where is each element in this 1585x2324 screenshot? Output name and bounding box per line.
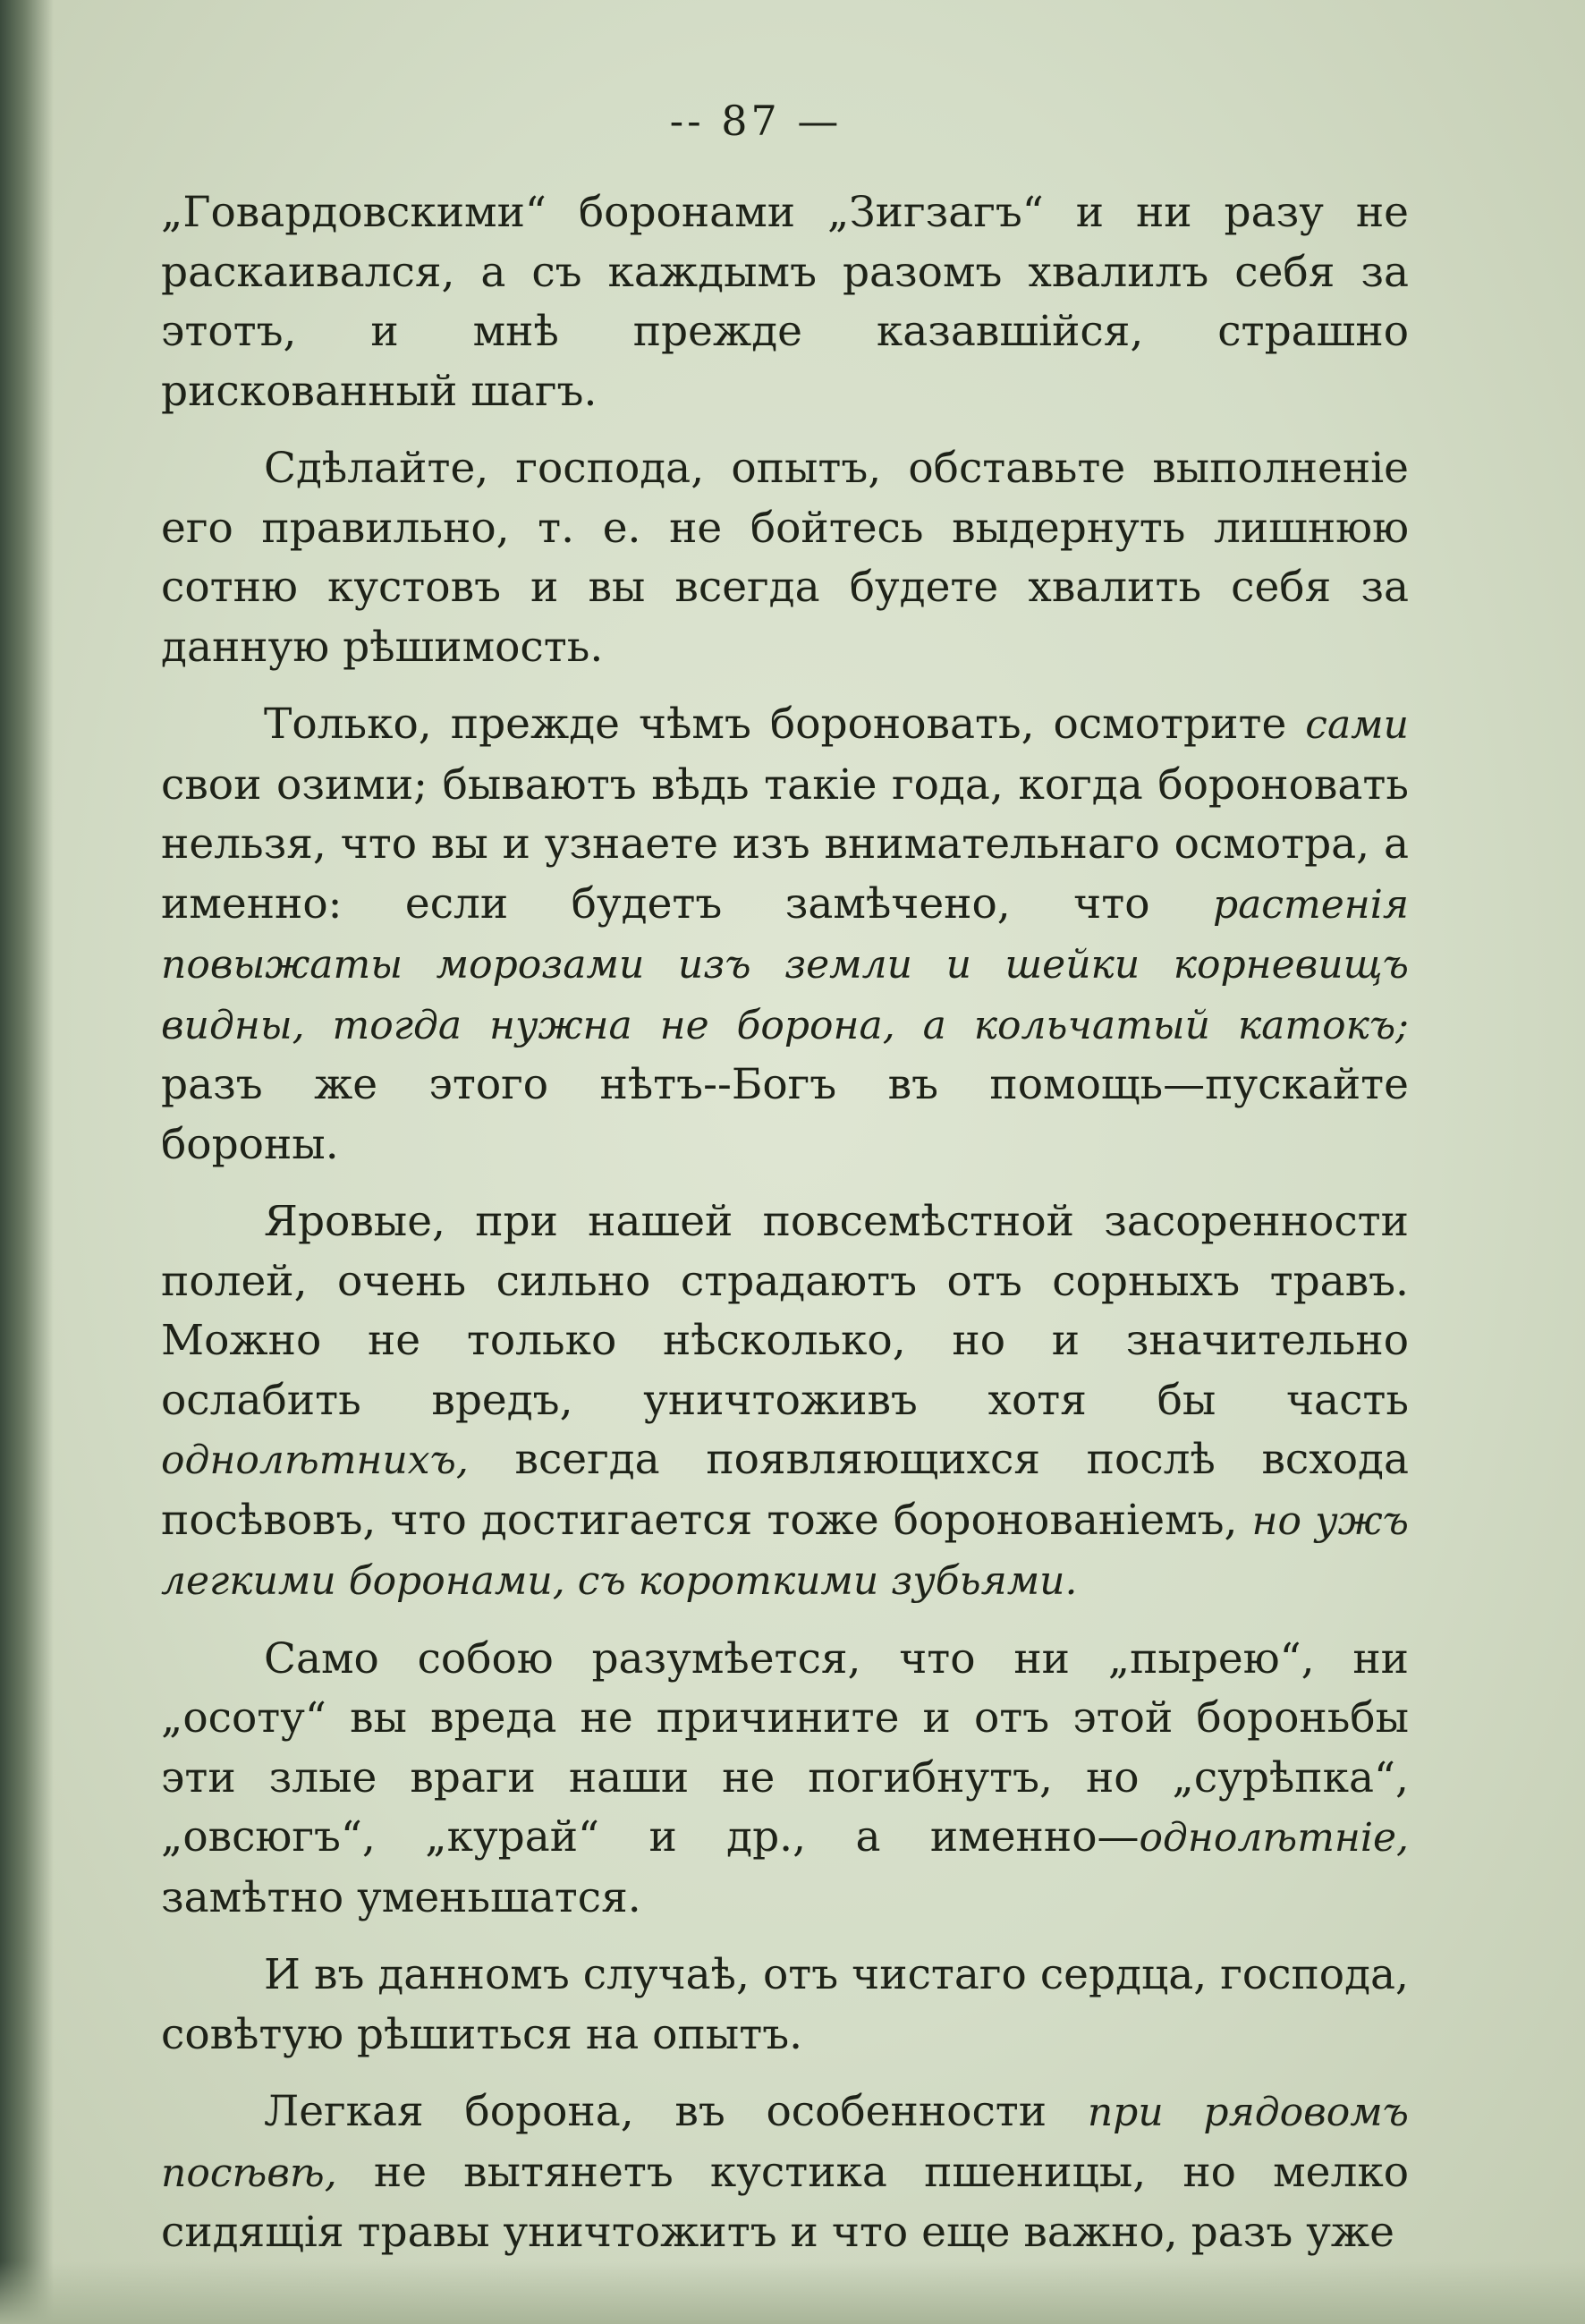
page-number: -- 87 — — [669, 97, 843, 145]
paragraph — [161, 439, 1409, 677]
text-segment: разъ же этого нѣтъ--Богъ въ помощь—пускайте бороны. — [161, 1060, 1409, 1169]
paragraph — [161, 2082, 1409, 2263]
italic-segment: но ужъ легкими боронами, съ короткими зубьями. — [161, 1497, 1409, 1604]
text-segment: свои озими; бываютъ вѣдь такіе года, когда бороновать нельзя, что вы и узнаете изъ внимательнаго осмотра, а именно: если будетъ замѣчено, что — [161, 759, 1409, 929]
paragraph — [161, 695, 1409, 1175]
text-segment: Само собою разумѣется, что ни „пырею“, ни „осоту“ вы вреда не причините и отъ этой бороньбы эти злые враги наши не погибнутъ, но „сурѣпка“, „овсюгъ“, „курай“ и др., а именно— — [161, 1633, 1409, 1862]
italic-segment: растенія повыжаты морозами изъ земли и шейки корневищъ видны, тогда нужна не борона, а кольчатый катокъ; — [161, 881, 1409, 1048]
text-segment: замѣтно уменьшатся. — [161, 1872, 641, 1922]
italic-segment: при рядовомъ посѣвѣ, — [161, 2090, 1409, 2196]
text-segment: Легкая борона, въ особенности — [264, 2087, 1088, 2136]
paragraph — [161, 1192, 1409, 1612]
text-segment: не вытянетъ кустика пшеницы, но мелко сидящія травы уничтожитъ и что еще важно, разъ уже — [161, 2147, 1409, 2257]
paragraph — [161, 1946, 1409, 2065]
page-binding-shadow — [0, 0, 54, 2324]
italic-segment: однолѣтнихъ, — [161, 1438, 469, 1483]
text-segment: И въ данномъ случаѣ, отъ чистаго сердца, господа, совѣтую рѣшиться на опытъ. — [161, 1950, 1409, 2059]
italic-segment: сами — [1305, 702, 1409, 748]
body-text — [161, 183, 1409, 2281]
text-segment: „Говардовскими“ боронами „Зигзагъ“ и ни разу не раскаивался, а съ каждымъ разомъ хвалилъ себя за этотъ, и мнѣ прежде казавшійся, страшно рискованный шагъ. — [161, 188, 1409, 416]
text-segment: Яровые, при нашей повсемѣстной засоренности полей, очень сильно страдаютъ отъ сорныхъ травъ. Можно не только нѣсколько, но и значительно ослабить вредъ, уничтоживъ хотя бы часть — [161, 1197, 1409, 1425]
italic-segment: однолѣтніе, — [1139, 1815, 1409, 1861]
paragraph — [161, 1630, 1409, 1929]
text-segment: всегда появляющихся послѣ всхода посѣвовъ, что достигается тоже боронованіемъ, — [161, 1435, 1409, 1545]
text-segment: Сдѣлайте, господа, опытъ, обставьте выполненіе его правильно, т. е. не бойтесь выдернуть лишнюю сотню кустовъ и вы всегда будете хвалить себя за данную рѣшимость. — [161, 444, 1409, 672]
paragraph — [161, 183, 1409, 421]
text-segment: Только, прежде чѣмъ бороновать, осмотрите — [264, 700, 1306, 749]
